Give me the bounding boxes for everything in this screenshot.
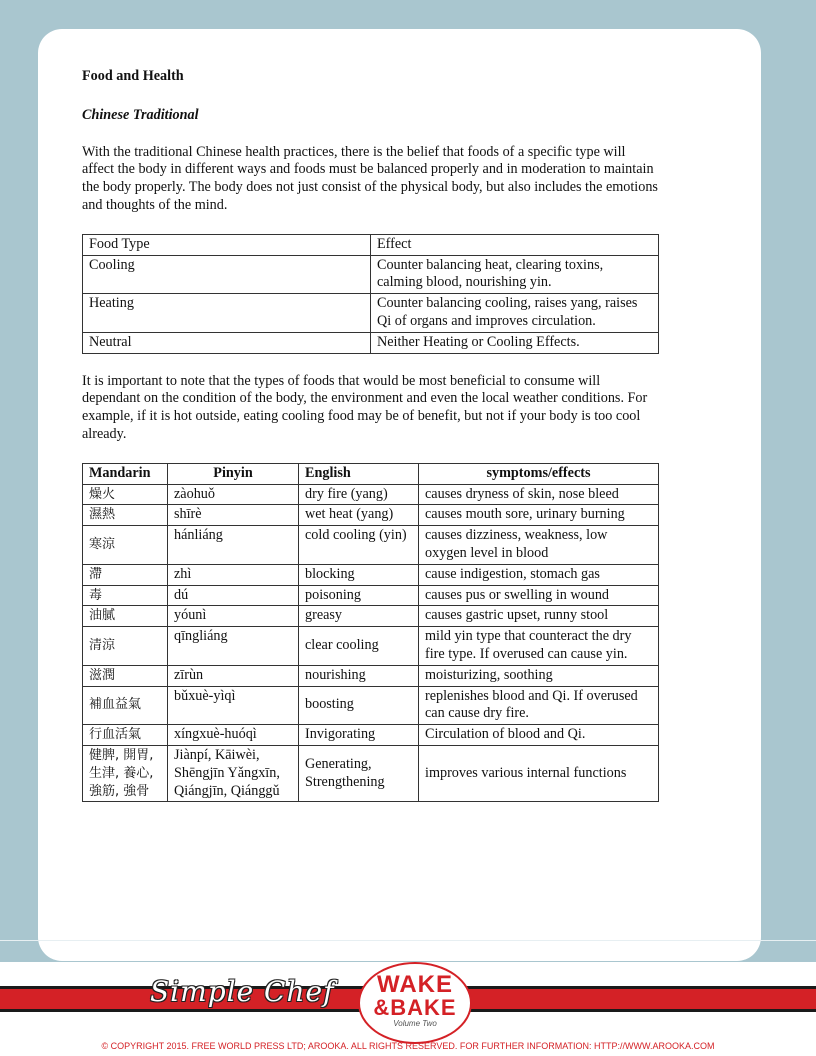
table-cell: causes dizziness, weakness, low oxygen level in blood bbox=[419, 526, 659, 565]
table-cell: zhì bbox=[168, 564, 299, 585]
table-cell: causes dryness of skin, nose bleed bbox=[419, 484, 659, 505]
table-cell: 濕熱 bbox=[83, 505, 168, 526]
table-cell: moisturizing, soothing bbox=[419, 665, 659, 686]
table-cell: dú bbox=[168, 585, 299, 606]
header-cell: Pinyin bbox=[168, 463, 299, 484]
table-cell: zàohuǒ bbox=[168, 484, 299, 505]
table-cell: Counter balancing heat, clearing toxins, calming blood, nourishing yin. bbox=[371, 255, 659, 294]
table-cell: 燥火 bbox=[83, 484, 168, 505]
table-header-row bbox=[83, 463, 659, 484]
table-row bbox=[83, 665, 659, 686]
table-header-row bbox=[83, 234, 659, 255]
table-cell: causes pus or swelling in wound bbox=[419, 585, 659, 606]
logo-line-2: &BAKE bbox=[373, 995, 457, 1020]
table-row bbox=[83, 564, 659, 585]
table-row bbox=[83, 686, 659, 725]
table-cell: 滋潤 bbox=[83, 665, 168, 686]
section-subtitle: Chinese Traditional bbox=[82, 106, 199, 123]
table-cell: Neither Heating or Cooling Effects. bbox=[371, 332, 659, 353]
table-cell: mild yin type that counteract the dry fire type. If overused can cause yin. bbox=[419, 627, 659, 666]
table-cell: replenishes blood and Qi. If overused can cause dry fire. bbox=[419, 686, 659, 725]
table-cell: 清涼 bbox=[83, 627, 168, 666]
page-title: Food and Health bbox=[82, 68, 184, 84]
note-paragraph: It is important to note that the types of foods that would be most beneficial to consume will dependant on the condition of the body, the environment and even the local weather conditions. For example, if it is hot outside, eating cooling food may be of benefit, but not if your body is too cool already. bbox=[82, 372, 648, 442]
table-cell: yóunì bbox=[168, 606, 299, 627]
table-row bbox=[83, 627, 659, 666]
table-row bbox=[83, 505, 659, 526]
table-row bbox=[83, 585, 659, 606]
table-row bbox=[83, 526, 659, 565]
logo-line-3: Volume Two bbox=[393, 1019, 437, 1028]
table-cell: 油膩 bbox=[83, 606, 168, 627]
table-cell: Circulation of blood and Qi. bbox=[419, 725, 659, 746]
table-cell: poisoning bbox=[299, 585, 419, 606]
table-row bbox=[83, 332, 659, 353]
table-cell: causes gastric upset, runny stool bbox=[419, 606, 659, 627]
table-cell: Counter balancing cooling, raises yang, raises Qi of organs and improves circulation. bbox=[371, 294, 659, 333]
table-row bbox=[83, 606, 659, 627]
table-cell: nourishing bbox=[299, 665, 419, 686]
document-content bbox=[82, 68, 660, 802]
table-cell: causes mouth sore, urinary burning bbox=[419, 505, 659, 526]
table-cell: 毒 bbox=[83, 585, 168, 606]
footer-divider bbox=[0, 940, 816, 941]
table-cell: 行血活氣 bbox=[83, 725, 168, 746]
intro-paragraph: With the traditional Chinese health practices, there is the belief that foods of a specific type will affect the body in different ways and foods must be balanced properly and in moderation to maintain the body properly. The body does not just consist of the physical body, but also includes the emotions and thoughts of the mind. bbox=[82, 143, 658, 213]
table-row bbox=[83, 294, 659, 333]
table-cell: Generating, Strengthening bbox=[299, 745, 419, 801]
table-cell: hánliáng bbox=[168, 526, 299, 565]
table-cell: qīngliáng bbox=[168, 627, 299, 666]
table-cell: boosting bbox=[299, 686, 419, 725]
table-row bbox=[83, 745, 659, 801]
table-row bbox=[83, 484, 659, 505]
table-cell: 補血益氣 bbox=[83, 686, 168, 725]
table-cell: Invigorating bbox=[299, 725, 419, 746]
table-cell: improves various internal functions bbox=[419, 745, 659, 801]
table-cell: Jiànpí, Kāiwèi, Shēngjīn Yǎngxīn, Qiángjīn, Qiánggǔ bbox=[168, 745, 299, 801]
table-cell: cause indigestion, stomach gas bbox=[419, 564, 659, 585]
table-cell: cold cooling (yin) bbox=[299, 526, 419, 565]
table-cell: clear cooling bbox=[299, 627, 419, 666]
copyright-notice: © COPYRIGHT 2015. FREE WORLD PRESS LTD; AROOKA. ALL RIGHTS RESERVED. FOR FURTHER INFORMATION: HTTP://WWW.AROOKA.COM bbox=[101, 1041, 715, 1051]
symptoms-table bbox=[82, 463, 659, 803]
table-cell: wet heat (yang) bbox=[299, 505, 419, 526]
table-cell: Heating bbox=[83, 294, 371, 333]
table-cell: 滯 bbox=[83, 564, 168, 585]
table-cell: Neutral bbox=[83, 332, 371, 353]
table-cell: 健脾, 開胃, 生津, 養心, 強筋, 強骨 bbox=[83, 745, 168, 801]
logo-line-1: WAKE bbox=[377, 971, 453, 998]
table-cell: shīrè bbox=[168, 505, 299, 526]
simple-chef-brand: Simple Chef bbox=[150, 975, 335, 1008]
table-cell: Cooling bbox=[83, 255, 371, 294]
header-cell: English bbox=[299, 463, 419, 484]
header-cell: Food Type bbox=[83, 234, 371, 255]
table-row bbox=[83, 725, 659, 746]
table-cell: greasy bbox=[299, 606, 419, 627]
table-cell: bǔxuè-yìqì bbox=[168, 686, 299, 725]
header-cell: symptoms/effects bbox=[419, 463, 659, 484]
wake-and-bake-logo bbox=[358, 962, 472, 1044]
table-cell: blocking bbox=[299, 564, 419, 585]
header-cell: Mandarin bbox=[83, 463, 168, 484]
table-cell: xíngxuè-huóqì bbox=[168, 725, 299, 746]
table-cell: dry fire (yang) bbox=[299, 484, 419, 505]
header-cell: Effect bbox=[371, 234, 659, 255]
food-type-effects-table bbox=[82, 234, 659, 354]
symptoms-table-body bbox=[83, 484, 659, 802]
table-cell: 寒涼 bbox=[83, 526, 168, 565]
table-cell: zīrùn bbox=[168, 665, 299, 686]
table-row bbox=[83, 255, 659, 294]
